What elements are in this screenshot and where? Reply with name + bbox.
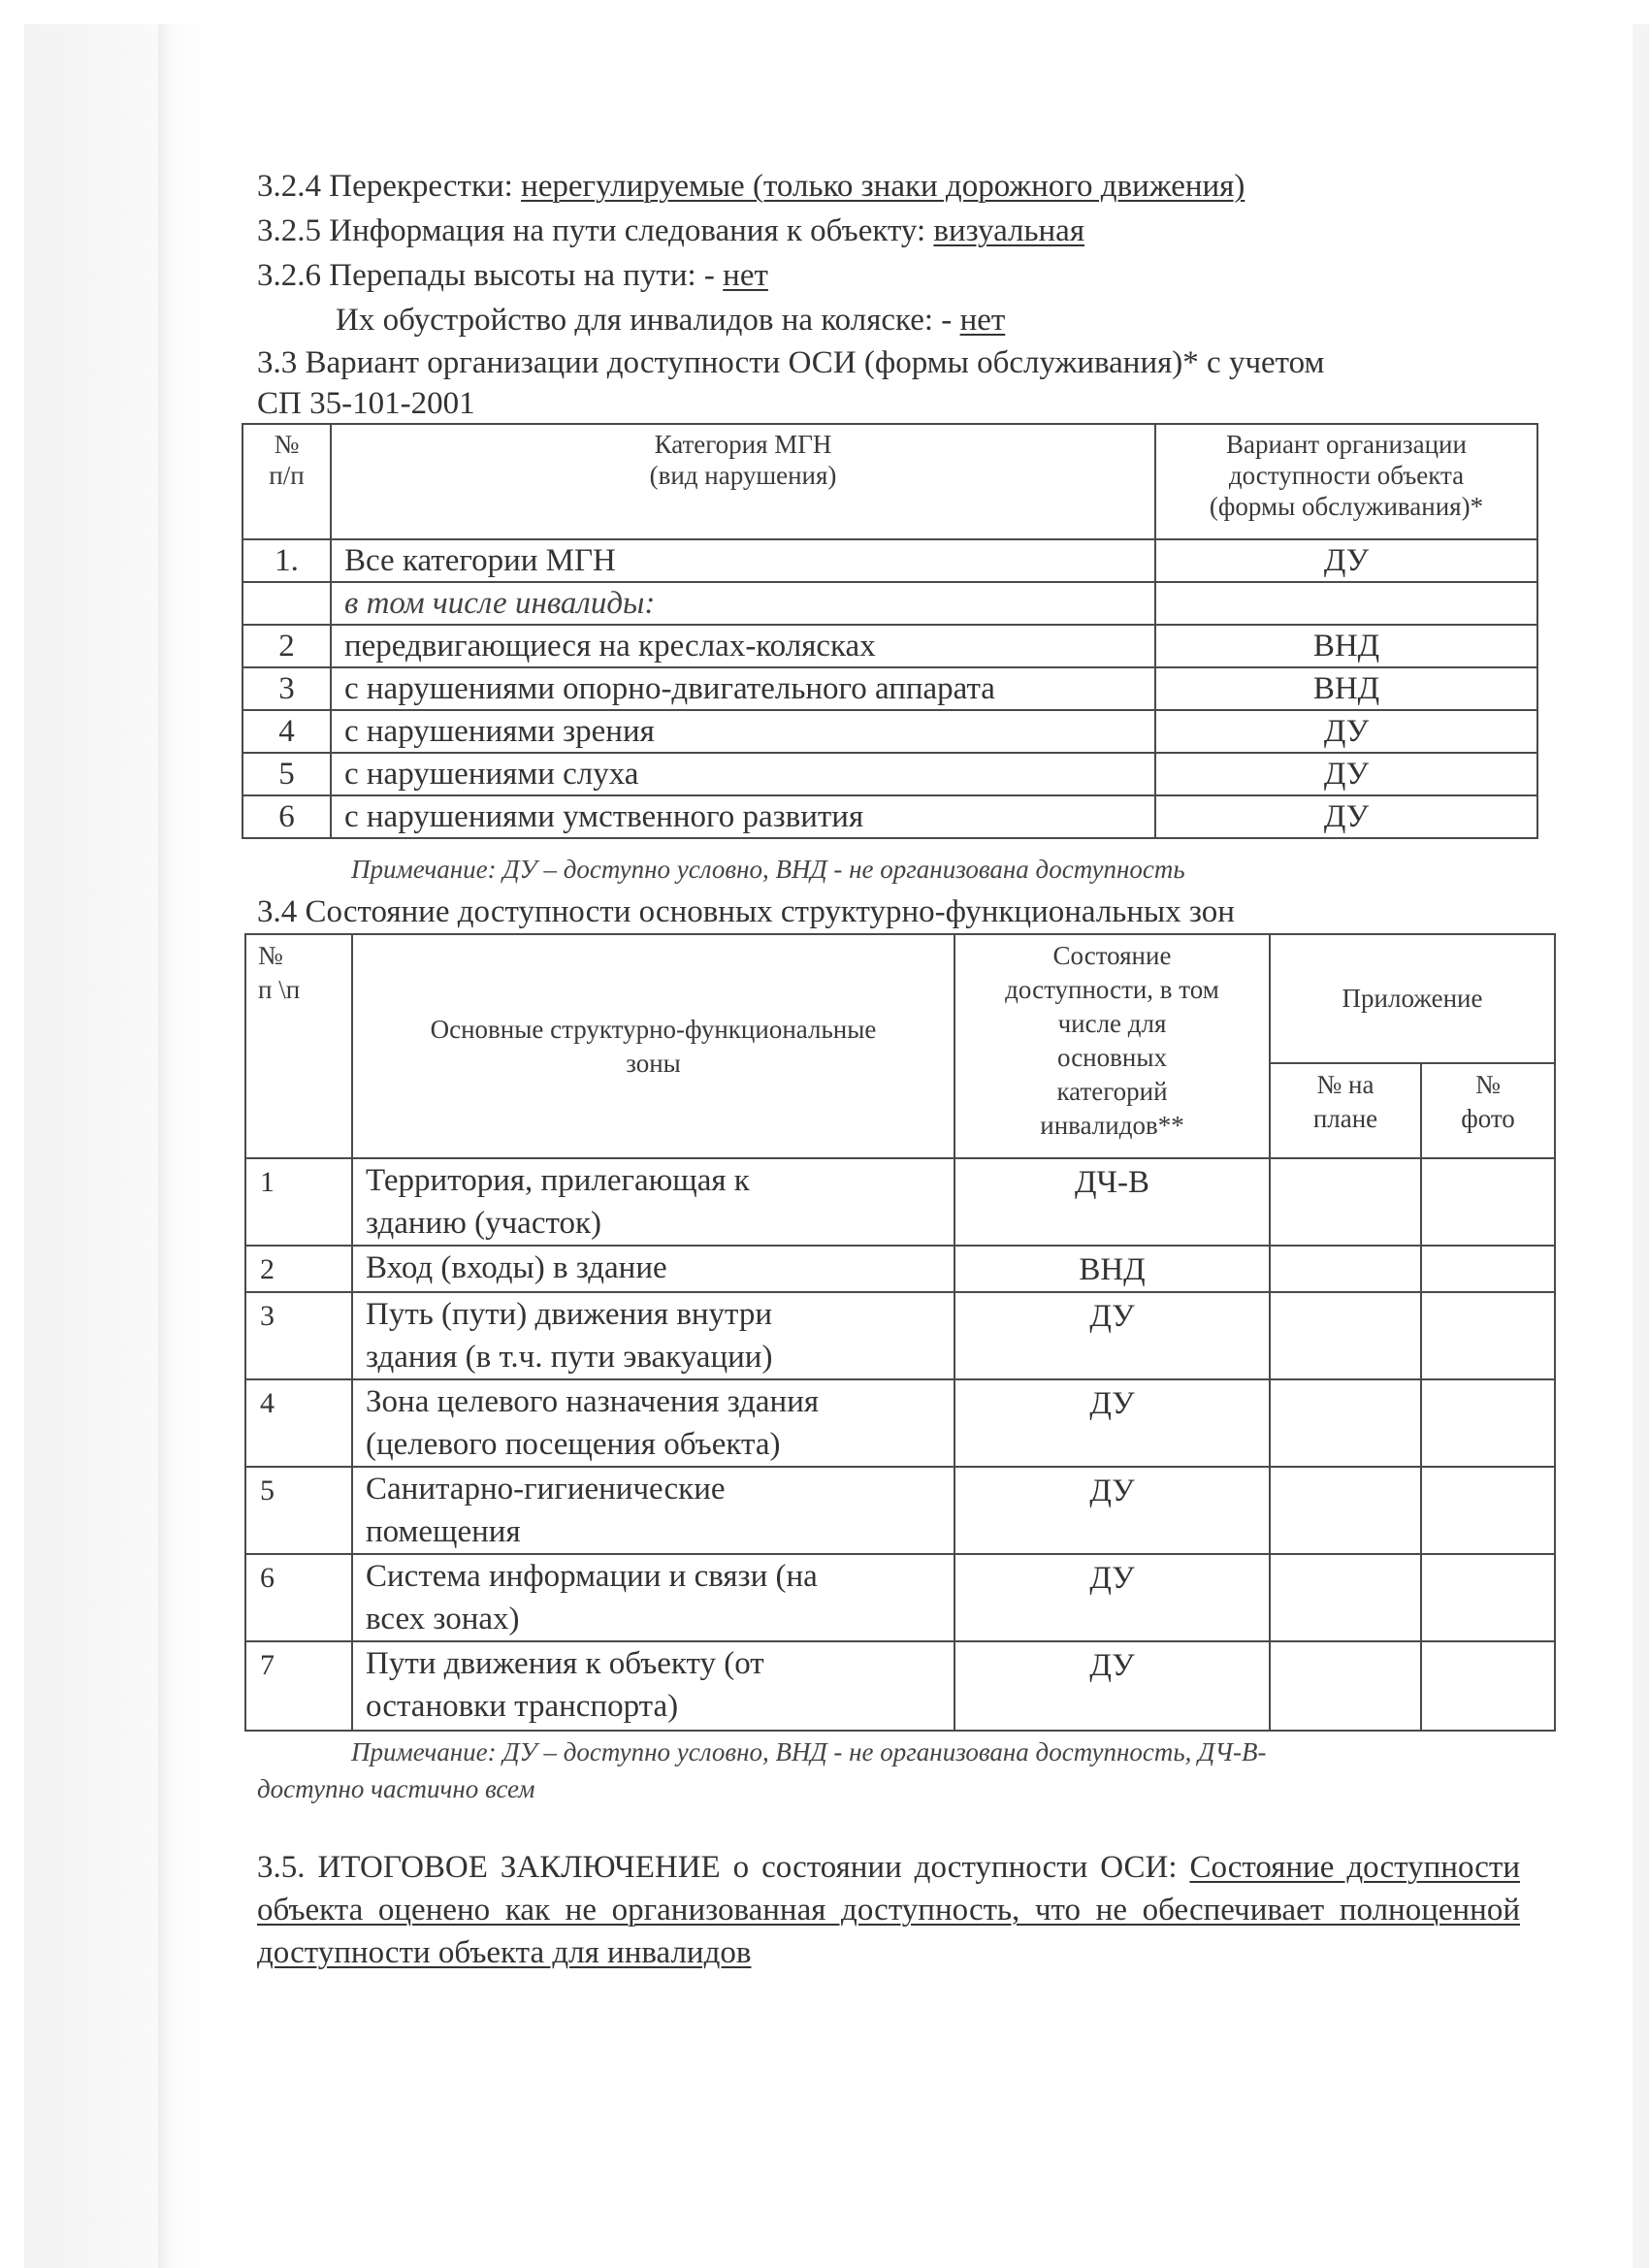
zone-text: Зона целевого назначения здания [366, 1384, 820, 1419]
header-text: № [258, 941, 283, 970]
table-row [245, 1158, 1555, 1246]
header-text: инвалидов** [1040, 1111, 1184, 1140]
header-text: основных [1057, 1043, 1167, 1072]
header-text: зоны [626, 1048, 681, 1078]
row-photo-no [1421, 1554, 1555, 1641]
header-text: доступности объекта [1228, 461, 1465, 490]
row-variant: ДУ [1155, 539, 1537, 582]
row-state: ДУ [954, 1292, 1270, 1379]
row-photo-no [1421, 1379, 1555, 1467]
item-3-2-6 [257, 256, 768, 295]
section-3-3-title: 3.3 Вариант организации доступности ОСИ (формы обслуживания)* с учетом [257, 345, 1325, 380]
row-state: ВНД [954, 1246, 1270, 1292]
scan-right-edge [1633, 24, 1649, 2268]
table-header-row [245, 934, 1555, 1063]
row-plan-no [1270, 1641, 1421, 1731]
item-3-2-6-sub [336, 301, 1005, 340]
row-num: 5 [242, 753, 331, 795]
row-category: с нарушениями умственного развития [331, 795, 1155, 838]
row-zone [352, 1246, 954, 1292]
row-variant: ВНД [1155, 667, 1537, 710]
row-plan-no [1270, 1246, 1421, 1292]
zone-text: остановки транспорта) [366, 1689, 679, 1724]
header-text: числе для [1057, 1009, 1167, 1038]
table-row [245, 1641, 1555, 1731]
row-category: с нарушениями зрения [331, 710, 1155, 753]
header-num [242, 424, 331, 539]
table-row [242, 710, 1537, 753]
row-num: 2 [242, 625, 331, 667]
item-3-2-5 [257, 211, 1084, 250]
header-category [331, 424, 1155, 539]
row-num: 4 [242, 710, 331, 753]
header-appendix: Приложение [1270, 934, 1555, 1063]
row-photo-no [1421, 1158, 1555, 1246]
row-state: ДУ [954, 1467, 1270, 1554]
zones-accessibility-table [244, 933, 1556, 1732]
row-photo-no [1421, 1246, 1555, 1292]
row-plan-no [1270, 1158, 1421, 1246]
header-variant [1155, 424, 1537, 539]
row-variant: ВНД [1155, 625, 1537, 667]
zone-text: зданию (участок) [366, 1206, 601, 1241]
header-text: Категория МГН [654, 430, 832, 459]
row-num: 7 [245, 1641, 352, 1731]
row-category: в том числе инвалиды: [331, 582, 1155, 625]
row-plan-no [1270, 1467, 1421, 1554]
row-category: Все категории МГН [331, 539, 1155, 582]
header-text: Вариант организации [1226, 430, 1467, 459]
final-conclusion [257, 1846, 1520, 1974]
row-variant: ДУ [1155, 795, 1537, 838]
table-row [245, 1292, 1555, 1379]
header-text: № [1475, 1070, 1501, 1099]
row-num: 3 [242, 667, 331, 710]
zone-text: Санитарно-гигиенические [366, 1472, 726, 1507]
scan-left-margin [24, 24, 160, 2268]
row-num: 1. [242, 539, 331, 582]
row-photo-no [1421, 1641, 1555, 1731]
row-state: ДЧ-В [954, 1158, 1270, 1246]
row-state: ДУ [954, 1554, 1270, 1641]
table-row [242, 795, 1537, 838]
header-plan-no [1270, 1063, 1421, 1158]
header-text: плане [1312, 1104, 1378, 1133]
item-3-2-6-value: нет [723, 258, 768, 293]
mgn-category-table [242, 423, 1538, 839]
table-row [242, 625, 1537, 667]
item-3-2-6-label: 3.2.6 Перепады высоты на пути: - [257, 258, 724, 293]
item-3-2-6-sub-label: Их обустройство для инвалидов на коляске: - [336, 303, 960, 338]
zone-text: здания (в т.ч. пути эвакуации) [366, 1340, 773, 1375]
table-row [242, 582, 1537, 625]
section-3-4-title: 3.4 Состояние доступности основных структурно-функциональных зон [257, 894, 1235, 929]
table-2-note-line1: Примечание: ДУ – доступно условно, ВНД - не организована доступность, ДЧ-В- [351, 1737, 1267, 1766]
row-plan-no [1270, 1292, 1421, 1379]
zone-text: Территория, прилегающая к [366, 1163, 750, 1198]
header-text: № [274, 430, 300, 459]
row-photo-no [1421, 1467, 1555, 1554]
header-text: (формы обслуживания)* [1209, 492, 1484, 521]
item-3-2-4 [257, 167, 1245, 206]
table-row [245, 1379, 1555, 1467]
header-num [245, 934, 352, 1158]
item-3-2-5-label: 3.2.5 Информация на пути следования к объекту: [257, 213, 934, 248]
item-3-2-4-value: нерегулируемые (только знаки дорожного движения) [521, 169, 1245, 204]
header-text: п \п [258, 975, 301, 1004]
zone-text: помещения [366, 1514, 521, 1549]
row-zone [352, 1379, 954, 1467]
row-category: передвигающиеся на креслах-колясках [331, 625, 1155, 667]
header-photo-no [1421, 1063, 1555, 1158]
row-num: 5 [245, 1467, 352, 1554]
row-num: 3 [245, 1292, 352, 1379]
row-plan-no [1270, 1554, 1421, 1641]
conclusion-label: 3.5. ИТОГОВОЕ ЗАКЛЮЧЕНИЕ о состоянии доступности ОСИ: [257, 1850, 1190, 1885]
item-3-2-5-value: визуальная [933, 213, 1085, 248]
row-zone [352, 1554, 954, 1641]
header-text: категорий [1056, 1077, 1168, 1106]
row-num: 6 [242, 795, 331, 838]
row-zone [352, 1467, 954, 1554]
row-variant [1155, 582, 1537, 625]
header-text: п/п [269, 461, 305, 490]
row-num: 1 [245, 1158, 352, 1246]
item-3-2-4-label: 3.2.4 Перекрестки: [257, 169, 522, 204]
row-num [242, 582, 331, 625]
conclusion-text: Состояние доступности объекта оценено как не организованная доступность, что не обеспечивает полноценной доступности объекта для инвалидов [257, 1850, 1520, 1970]
header-zones [352, 934, 954, 1158]
item-3-2-6-sub-value: нет [959, 303, 1006, 338]
header-text: доступности, в том [1005, 975, 1219, 1004]
row-num: 4 [245, 1379, 352, 1467]
table-row [242, 753, 1537, 795]
table-row [242, 539, 1537, 582]
row-variant: ДУ [1155, 710, 1537, 753]
row-num: 6 [245, 1554, 352, 1641]
header-text: Состояние [1052, 941, 1172, 970]
header-text: фото [1461, 1104, 1515, 1133]
row-category: с нарушениями опорно-двигательного аппарата [331, 667, 1155, 710]
row-zone [352, 1158, 954, 1246]
row-variant: ДУ [1155, 753, 1537, 795]
row-state: ДУ [954, 1641, 1270, 1731]
table-1-note: Примечание: ДУ – доступно условно, ВНД - не организована доступность [351, 855, 1185, 884]
table-header-row [242, 424, 1537, 539]
table-row [245, 1467, 1555, 1554]
table-row [245, 1246, 1555, 1292]
table-2-note-line2: доступно частично всем [257, 1774, 535, 1803]
row-num: 2 [245, 1246, 352, 1292]
zone-text: Путь (пути) движения внутри [366, 1297, 773, 1332]
header-text: № на [1316, 1070, 1374, 1099]
row-photo-no [1421, 1292, 1555, 1379]
zone-text: Система информации и связи (на [366, 1559, 818, 1594]
header-text: Основные структурно-функциональные [430, 1014, 877, 1044]
zone-text: всех зонах) [366, 1602, 520, 1636]
row-zone [352, 1641, 954, 1731]
row-zone [352, 1292, 954, 1379]
table-row [245, 1554, 1555, 1641]
section-3-3-title-line2: СП 35-101-2001 [257, 386, 475, 421]
zone-text: (целевого посещения объекта) [366, 1427, 781, 1462]
row-plan-no [1270, 1379, 1421, 1467]
header-state [954, 934, 1270, 1158]
header-text: (вид нарушения) [649, 461, 837, 490]
row-state: ДУ [954, 1379, 1270, 1467]
row-category: с нарушениями слуха [331, 753, 1155, 795]
zone-text: Пути движения к объекту (от [366, 1646, 764, 1681]
zone-text: Вход (входы) в здание [366, 1250, 667, 1285]
table-row [242, 667, 1537, 710]
